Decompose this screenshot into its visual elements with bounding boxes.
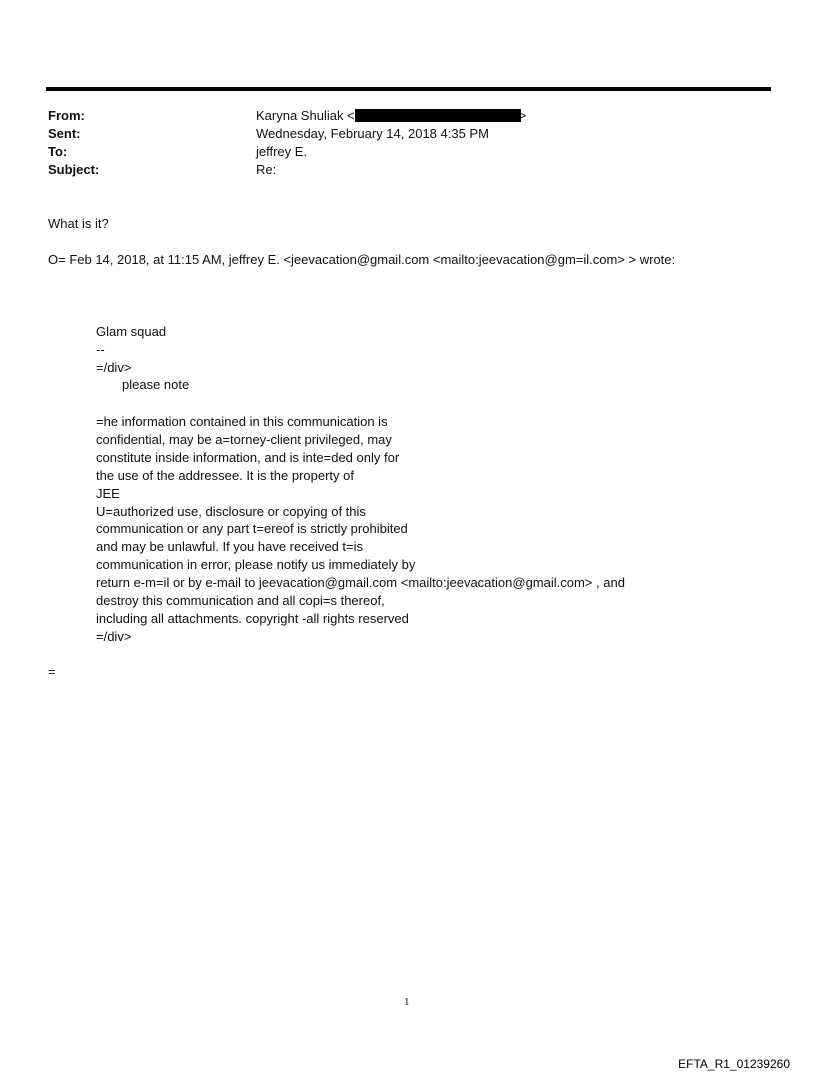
redaction-box <box>355 109 521 122</box>
please-note: please note <box>122 377 190 392</box>
disclaimer-line: destroy this communication and all copi=s thereof, <box>96 593 385 609</box>
disclaimer-line: constitute inside information, and is inte=ded only for <box>96 449 400 465</box>
subject-label: Subject: <box>48 162 100 177</box>
disclaimer-line: confidential, may be a=torney-client privileged, may <box>96 431 392 447</box>
header-rule <box>46 87 771 91</box>
to-row <box>48 143 768 161</box>
sent-value: Wednesday, February 14, 2018 4:35 PM <box>256 126 489 141</box>
to-label: To: <box>48 144 68 159</box>
to-value: jeffrey E. <box>256 144 308 159</box>
sent-label: Sent: <box>48 126 81 141</box>
glam-line: Glam squad <box>96 324 167 339</box>
disclaimer-line: the use of the addressee. It is the property of <box>96 467 354 483</box>
disclaimer-line: return e-m=il or by e-mail to jeevacation@gmail.com <mailto:jeevacation@gmail.com> , and <box>96 575 625 591</box>
disclaimer-line: JEE <box>96 485 120 501</box>
subject-value: Re: <box>256 162 277 177</box>
email-header <box>48 107 768 179</box>
from-name: Karyna Shuliak < <box>256 108 355 123</box>
disclaimer-paragraph <box>96 413 625 646</box>
sent-row <box>48 125 768 143</box>
disclaimer-line: communication in error, please notify us immediately by <box>96 557 416 573</box>
from-row <box>48 107 768 125</box>
subject-row <box>48 161 768 179</box>
from-label: From: <box>48 108 85 123</box>
disclaimer-line: =/div> <box>96 628 132 644</box>
from-end: > <box>518 108 527 123</box>
trailing-equals: = <box>48 664 56 679</box>
disclaimer-line: and may be unlawful. If you have received t=is <box>96 539 364 555</box>
from-value <box>256 107 526 125</box>
dashes-line: -- <box>96 342 105 357</box>
bates-number: EFTA_R1_01239260 <box>678 1057 790 1071</box>
disclaimer-line: including all attachments. copyright -all rights reserved <box>96 610 409 626</box>
div-close-line: =/div> <box>96 360 132 375</box>
reply-text: What is it? <box>48 216 109 231</box>
page-number: 1 <box>404 996 410 1008</box>
disclaimer-line: communication or any part t=ereof is strictly prohibited <box>96 521 408 537</box>
quote-intro: O= Feb 14, 2018, at 11:15 AM, jeffrey E. <jeevacation@gmail.com <mailto:jeevacation@gm=il.com> > wrote: <box>48 252 676 267</box>
disclaimer-line: U=authorized use, disclosure or copying of this <box>96 503 366 519</box>
disclaimer-line: =he information contained in this communication is <box>96 414 388 429</box>
